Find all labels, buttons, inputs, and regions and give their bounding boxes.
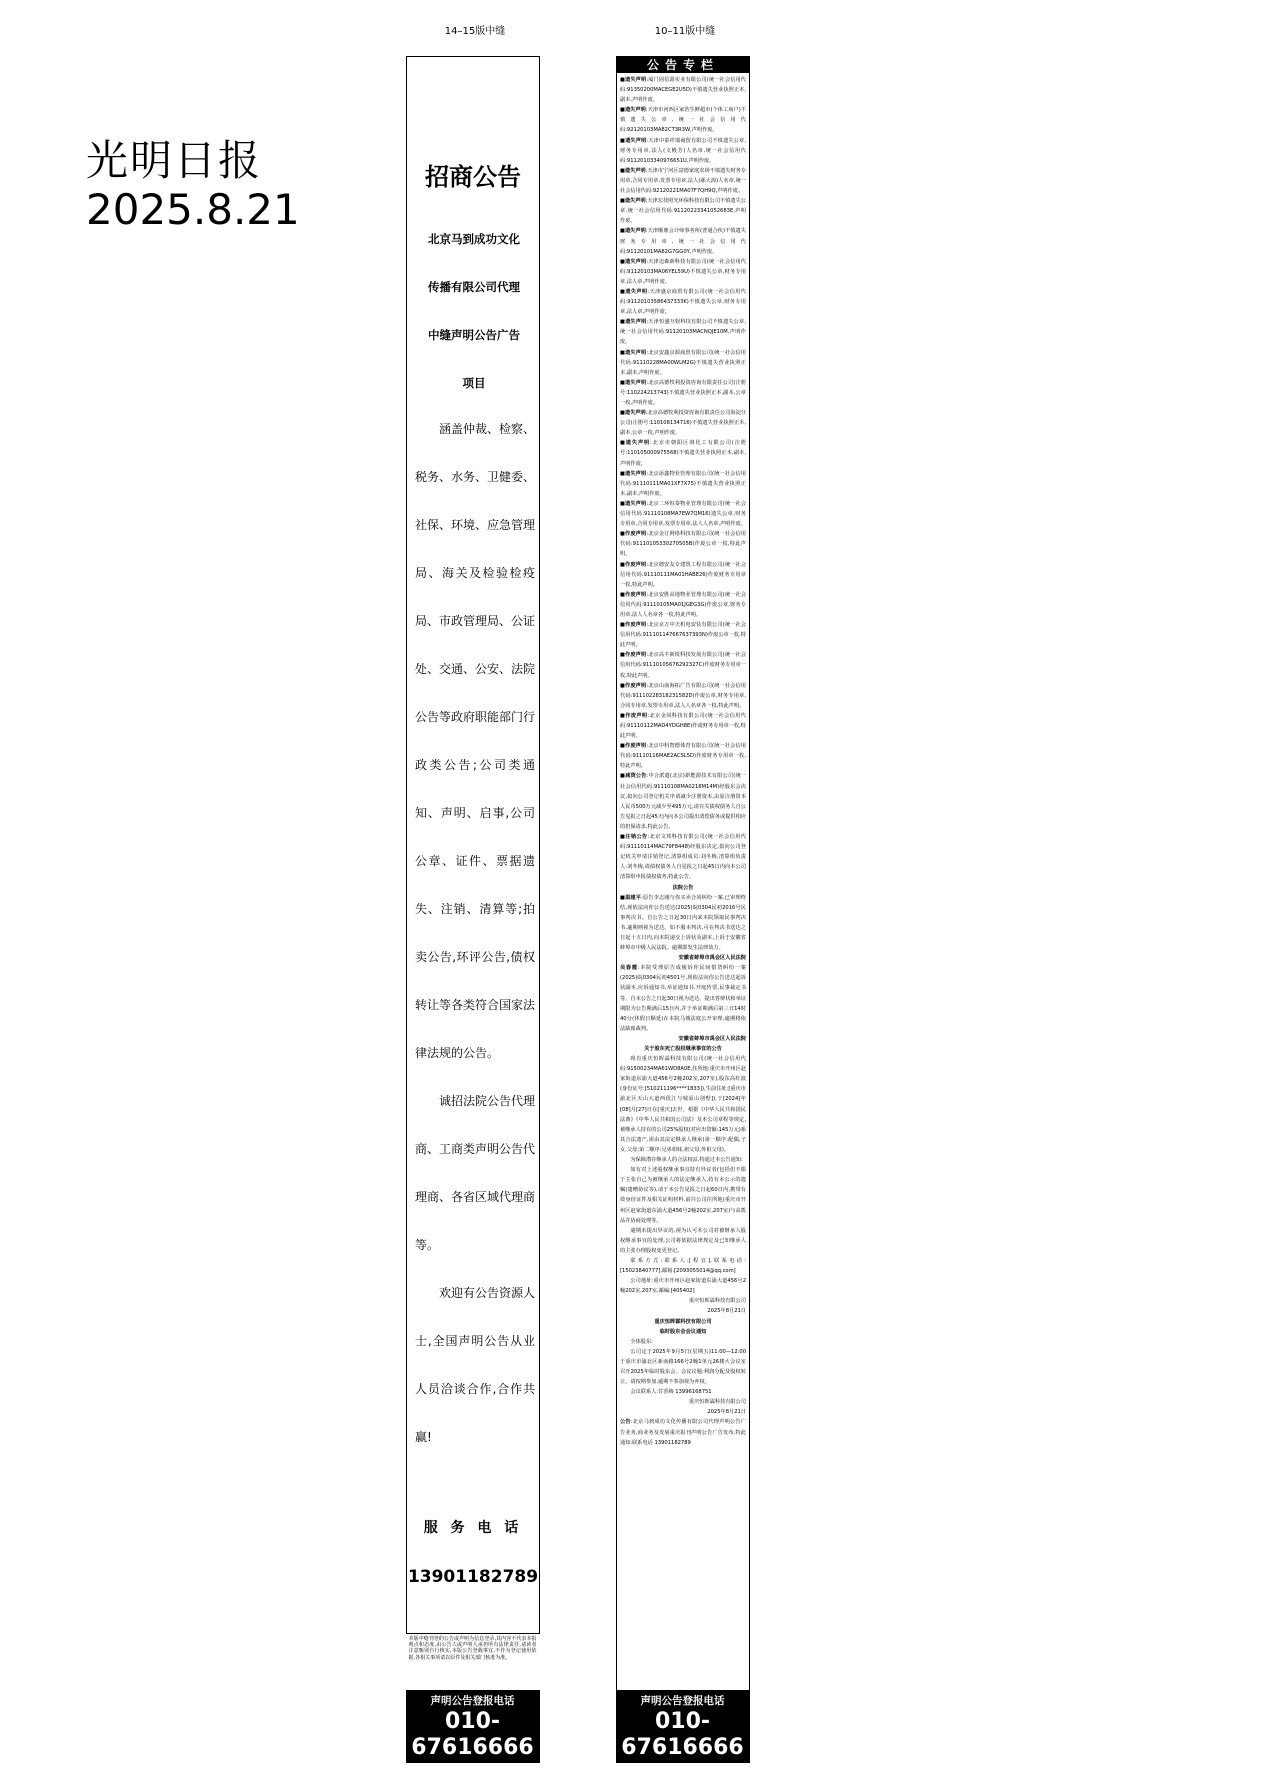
court-signature: 安徽省蚌埠市禹会区人民法院 [678, 1035, 746, 1042]
heir-paragraph: 联系方式:联系人:[程宜],联系电话:[15023840777],邮箱:[2093055014@qq.com] [620, 1257, 746, 1275]
notice-type: 注销公告 [625, 834, 648, 841]
column-footer [616, 1690, 750, 1763]
notice-text: 天津顺鼎会计师事务所(普通合伙)不慎遗失财务专用章,统一社会信用代码:91120101MA82G7GG0Y,声明作废。 [620, 228, 746, 255]
notice-type: 遗失声明 [625, 319, 647, 326]
masthead [86, 136, 300, 234]
hotline-number: 010-67616666 [411, 1708, 534, 1760]
notice-type: 遗失声明 [625, 379, 647, 386]
notice-item: ■作废声明:北京安胜高地物业管理有限公司(统一社会信用代码:91110105MA01JGEG3G)作废公章,财务专用章,法人人名章各一枚,特此声明。 [620, 591, 746, 618]
notice-type: 遗失声明 [624, 107, 646, 114]
paper-name: 光明日报 [86, 136, 263, 185]
company-line: 中缝声明公告广告 [428, 328, 520, 342]
notice-text: 北京山南海拓广告有限公司(统一社会信用代码:91110228318231582D)作废公章,财务专用章,合同专用章,发票专用章,法人人名章各一枚,特此声明。 [620, 682, 746, 709]
notice-type: 遗失声明 [624, 228, 646, 235]
meeting-subtitle: 临时股东会会议通知 [659, 1328, 707, 1335]
company-line: 项目 [462, 376, 486, 390]
notice-text: 天津盛京商贸有限公司(统一社会信用代码:91120103586437333K)不慎遗失公章,财务专用章,法人章,声明作废。 [620, 288, 746, 316]
notice-text: 北京高德牧利投资咨询有限责任公司(注册号:110224213743)不慎遗失营业执照正本,副本,公章一枚,声明作废。 [620, 379, 746, 406]
notice-type: 减资公告 [625, 773, 647, 780]
notice-type: 遗失声明 [625, 440, 651, 447]
notice-item: ■遗失声明:北京安鑫京源商贸有限公司(统一社会信用代码:91110228MA00WLM2G)不慎遗失营业执照正本,副本,声明作废。 [620, 349, 746, 376]
notice-item: ■作废声明:北京高丰新锐科技发展有限公司(统一社会信用代码:91110105676292327C)作废财务专用章一枚,特此声明。 [620, 652, 746, 679]
notice-text: 北京中科智德体育有限公司(统一社会信用代码:91110116MAE2ACSL5D)作废财务专用章一枚,特此声明。 [620, 743, 746, 770]
agent-paragraph: 诚招法院公告代理商、工商类声明公告代理商、各省区域代理商等。 [415, 1094, 536, 1252]
heir-paragraph: 现有重庆恒晖霖科技有限公司(统一社会信用代码:91500234MA61WD8A0E,住所地:重庆市开州区赵家街道东浦大道456号2幢202室,207室),股东高红波(身份证号:[510211196****1833]),生前住址:[重庆市渝北区天山大道西段江与城原山别墅]),于[2024]年[08]月[27]日在[重庆]去世。根据《中华人民共和国民法典》《中华人民共和国公司法》及本公司章程等规定,被继承人持有的公司25%股权(对应出资额:145万元)系其合法遗产,需由其法定继承人继承(第一顺序:配偶,子女,父母;第二顺序:兄弟姐妹,祖父母,外祖父母)。 [620, 1056, 746, 1153]
meeting-paragraph: 公司定于2025年9月5日(星期五)11:00—12:00于重庆市渝北区新南路166号2幢1单元26楼大会议室召开2025年临时股东会。会议议题:利润分配及股权转让。请按期参加,逾期不参加视为弃权。 [620, 1348, 746, 1386]
court-list [620, 893, 746, 954]
hotline-number: 010-67616666 [621, 1708, 744, 1760]
heir-paragraph: 如有对上述股权继承事宜持有异议者(包括但不限于主张自己为被继承人的法定继承人,持有本公示的遗嘱(遗赠协议等),请于本公告见报之日起60日内,携带有效身份证件及相关证明材料,前往公司住所地(重庆市开州区赵家街道东浦大道456号2幢202室,207室)与高凯品并协商处理等。 [620, 1167, 746, 1224]
notice-text: 天津市宁河区富德家庭农场不慎遗失财务专用章,合同专用章,发票专用章,法人(郝大海)人名章,统一社会信用代码:92120221MA07F7QH9Q,声明作废。 [620, 167, 746, 195]
disclaimer-text: 本版中缝刊登的公告或声明为信息登录,其内容不代表本报观点和态度,由公告人或声明人承担所有法律责任,请读者注意甄别自行核实,本版公告登载事宜,不作为登记使用依据,各相关事项请以原件及相关部门核准为准。 [406, 1633, 540, 1690]
notice-item: ■作废声明:北京中科智德体育有限公司(统一社会信用代码:91110116MAE2ACSL5D)作废财务专用章一枚,特此声明。 [620, 743, 746, 770]
notice-text: 天津恒盛互娱科技有限公司不慎遗失公章,统一社会信用代码:91120103MACNQJE10M,声明作废。 [620, 319, 746, 346]
notice-item: ■注销公告:北京文邦科技有限公司(统一社会信用代码:91110114MAC79F8448)经股东决定,拟向公司登记机关申请注销登记,清算组成员:刘冬梅,清算组负责人:刘冬梅,请债权债务人自见报之日起45日内向本公司清算组申报债权债务,特此公告。 [620, 834, 746, 881]
notice-text: 中合派遣(北京)新能源技术有限公司(统一社会信用代码:91110108MA0218M14M)经股东会决议,拟向公司登记机关申请减少注册资本,由原注册资本人民币500万元减少至495万元,请有关债权债务人自公告见报之日起45天内向本公司提出清偿债务或提供相应的担保请求,特此公告。 [620, 773, 746, 830]
court-notice: ■温建平:原告李志刚与你买卖合同纠纷一案,已审理终结,现依法向你公告送达(2025)皖0304民初2016号民事判决书。自公告之日起30日内来本院领取民事判决书,逾期则视为送达。如不服本判决,可在判决书送达之日起十五日内,向本院递交上诉状及副本,上诉于安徽省蚌埠市中级人民法院。逾期即发生法律效力。 [620, 894, 746, 952]
recruitment-column [406, 56, 540, 1762]
notice-type: 遗失声明 [624, 198, 646, 205]
notice-body [620, 75, 746, 1675]
notice-text: 北京安鑫京源商贸有限公司(统一社会信用代码:91110228MA00WLM2G)不慎遗失营业执照正本,副本,声明作废。 [620, 349, 746, 376]
hotline-label: 声明公告登报电话 [640, 1694, 725, 1707]
notice-item: ■遗失声明:天津盛京商贸有限公司(统一社会信用代码:91120103586437333K)不慎遗失公章,财务专用章,法人章,声明作废。 [620, 288, 746, 316]
notice-item: ■作废声明:北京德安友专建筑工程有限公司(统一社会信用代码:91110111MA01HABE26)作废财务专用章一枚,特此声明。 [620, 561, 746, 588]
notice-text: 北京添鑫物业管理有限公司(统一社会信用代码:91110111MA01XF7X75)不慎遗失营业执照正本,副本,声明作废。 [620, 470, 746, 497]
notice-text: 北京高德牧利投资咨询有限责任公司海淀分公司(注册号:110108134716)不慎遗失营业执照正本,副本,公章一枚,声明作废。 [620, 410, 746, 437]
notice-item: ■遗失声明:天津宏技照光环保科技有限公司不慎遗失公章,统一社会信用代码:91120223341052683E,声明作废。 [620, 198, 746, 225]
notice-type: 作废声明 [625, 712, 648, 719]
notice-text: 厦门固信源实业有限公司(统一社会信用代码:91350200MACEGE2U5D)不慎遗失营业执照正本,副本,声明作废。 [620, 77, 746, 104]
scope-paragraph: 涵盖仲裁、检察、税务、水务、卫健委、社保、环境、应急管理局、海关及检验检疫局、市政管理局、公证处、交通、公安、法院公告等政府职能部门行政类公告;公司类通知、声明、启事,公司公章、证件、票据遗失、注销、清算等;拍卖公告,环评公告,债权转让等各类符合国家法律法规的公告。 [415, 422, 536, 1060]
hotline-label: 声明公告登报电话 [430, 1694, 515, 1707]
notice-item: ■遗失声明:天津市宁河区富德家庭农场不慎遗失财务专用章,合同专用章,发票专用章,法人(郝大海)人名章,统一社会信用代码:92120221MA07F7QH9Q,声明作废。 [620, 167, 746, 195]
notice-text: 北京二环恒泰物业管理有限公司(统一社会信用代码:91110108MA7EW7QM16)遗失公章,财务专用章,合同专用章,发票专用章,法人人名章,声明作废。 [620, 500, 746, 528]
notice-text: 北京德安友专建筑工程有限公司(统一社会信用代码:91110111MA01HABE26)作废财务专用章一枚,特此声明。 [620, 561, 746, 588]
service-phone: 13901182789 [407, 1567, 539, 1587]
notice-item: ■作废声明:北京山南海拓广告有限公司(统一社会信用代码:91110228318231582D)作废公章,财务专用章,合同专用章,发票专用章,法人人名章各一枚,特此声明。 [620, 682, 746, 709]
notice-item: ■遗失声明:厦门固信源实业有限公司(统一社会信用代码:91350200MACEGE2U5D)不慎遗失营业执照正本,副本,声明作废。 [620, 77, 746, 104]
notice-item: ■作废声明:北京金凤科技有限公司(统一社会信用代码:91110112MAD4YDGH8E)作废财务专用章一枚,特此声明。 [620, 712, 746, 740]
column-footer [406, 1633, 540, 1763]
heir-paragraph: 逾期未提出异议的,视为认可本公司对被继承人股权继承事宜的处理,公司将依据法律规定及已知继承人的主张办理股权变更登记。 [620, 1227, 746, 1254]
left-gutter-label: 14–15版中缝 [444, 26, 506, 37]
notice-item: ■作废声明:北京金订网络科技有限公司(统一社会信用代码:91110105330270505B)作废公章一枚,特此声明。 [620, 531, 746, 558]
cooperation-paragraph: 欢迎有公告资源人士,全国声明公告从业人员洽谈合作,合作共赢! [415, 1286, 536, 1444]
notice-type: 作废声明 [625, 531, 647, 538]
notice-type: 作废声明 [625, 743, 647, 750]
notice-text: 北京安胜高地物业管理有限公司(统一社会信用代码:91110105MA01JGEG3G)作废公章,财务专用章,法人人名章各一枚,特此声明。 [620, 591, 746, 618]
company-line: 北京马到成功文化 [428, 232, 520, 246]
heir-paragraph: 为保障潜在继承人的合法权益,特通过本公告通知: [630, 1157, 743, 1164]
notice-type: 作废声明 [625, 622, 647, 629]
notice-type: 遗失声明 [625, 349, 647, 356]
notice-type: 遗失声明 [625, 470, 647, 477]
notice-type: 作废声明 [625, 591, 647, 598]
notice-item: ■遗失声明:北京高德牧利投资咨询有限责任公司(注册号:110224213743)不慎遗失营业执照正本,副本,公章一枚,声明作废。 [620, 379, 746, 406]
notice-item: ■遗失声明:北京二环恒泰物业管理有限公司(统一社会信用代码:91110108MA7EW7QM16)遗失公章,财务专用章,合同专用章,发票专用章,法人人名章,声明作废。 [620, 500, 746, 528]
heir-signature-company: 重庆恒晖霖科技有限公司 [688, 1298, 746, 1305]
final-notice: 公告:北京马到成功文化传播有限公司代理声明公告广告业务,商业务及发展重庆报刊声明公告广告发布,特此通知:联系电话 13901182789 [620, 1419, 746, 1446]
notice-text: 天津市河西区家浩生鲜超市(个体工商户)不慎遗失公章,统一社会信用代码:92120103MA82CT3R3W,声明作废。 [620, 107, 746, 134]
recruitment-body [415, 405, 535, 1461]
notice-text: 天津宏技照光环保科技有限公司不慎遗失公章,统一社会信用代码:91120223341052683E,声明作废。 [620, 198, 746, 225]
notice-type: 吴春霞 [620, 965, 638, 972]
company-heading [411, 215, 537, 407]
notice-item: ■遗失声明:北京市朝阳区润化工有限公司(注册号:110105000975568)不慎遗失营业执照正本,副本,声明作废。 [620, 440, 746, 467]
meeting-signature-date: 2025年8月21日 [707, 1409, 746, 1416]
notice-type: 作废声明 [625, 561, 647, 568]
company-line: 传播有限公司代理 [428, 280, 520, 294]
notice-item: ■遗失声明:天津市河西区家浩生鲜超市(个体工商户)不慎遗失公章,统一社会信用代码:92120103MA82CT3R3W,声明作废。 [620, 107, 746, 134]
notice-type: 作废声明 [625, 652, 647, 659]
heir-notice-body [620, 1054, 746, 1296]
notice-type: 遗失声明 [625, 77, 647, 83]
heir-paragraph: 公司地址:重庆市开州区赵家街道东浦大道456号2幢202室,207室,邮编:[405402] [620, 1278, 746, 1295]
notice-item: ■遗失声明:北京添鑫物业管理有限公司(统一社会信用代码:91110111MA01XF7X75)不慎遗失营业执照正本,副本,声明作废。 [620, 470, 746, 497]
notice-text: 北京京万中天机电安装有限公司(统一社会信用代码:911101147667637393N)作废公章一枚,特此声明。 [620, 622, 746, 649]
notice-text: 天津中泰祥瑞商贸有限公司不慎遗失公章,财务专用章,法人(文殿芳)人名章,统一社会信用代码:91120103340976651U,声明作废。 [620, 137, 746, 164]
notice-column-header: 公告专栏 [617, 57, 749, 73]
notice-type: 遗失声明 [625, 500, 647, 507]
heir-signature-date: 2025年8月21日 [707, 1308, 746, 1315]
notice-item: ■遗失声明:北京高德牧利投资咨询有限责任公司海淀分公司(注册号:110108134716)不慎遗失营业执照正本,副本,公章一枚,声明作废。 [620, 410, 746, 437]
notice-item: ■遗失声明:天津中泰祥瑞商贸有限公司不慎遗失公章,财务专用章,法人(文殿芳)人名章,统一社会信用代码:91120103340976651U,声明作废。 [620, 137, 746, 164]
notice-text: 北京金凤科技有限公司(统一社会信用代码:91110112MAD4YDGH8E)作废财务专用章一枚,特此声明。 [620, 712, 746, 740]
notice-text: 原告李志刚与你买卖合同纠纷一案,已审理终结,现依法向你公告送达(2025)皖0304民初2016号民事判决书。自公告之日起30日内来本院领取民事判决书,逾期则视为送达。如不服本判决,可在判决书送达之日起十五日内,向本院递交上诉状及副本,上诉于安徽省蚌埠市中级人民法院。逾期即发生法律效力。 [620, 894, 746, 952]
issue-date: 2025.8.21 [86, 185, 300, 234]
recruitment-title: 招商公告 [425, 163, 521, 191]
meeting-title: 重庆恒晖霖科技有限公司 [654, 1318, 712, 1325]
notice-item: ■遗失声明:天津恒盛互娱科技有限公司不慎遗失公章,统一社会信用代码:91120103MACNQJE10M,声明作废。 [620, 319, 746, 346]
meeting-body [620, 1337, 746, 1398]
notice-text: 北京高丰新锐科技发展有限公司(统一社会信用代码:91110105676292327C)作废财务专用章一枚,特此声明。 [620, 652, 746, 679]
service-label: 服 务 电 话 [423, 1520, 523, 1536]
court-notice: 吴春霞:本院受理原告成俊诉你民间借贷纠纷一案(2025)皖0304民初4501号,现依法向你公告送达起诉状副本,应诉通知书,举证通知书,开庭传票,民事裁定书等。自本公告之日起30日视为送达。提出答辩状和举证期限为公告期满后15日内,并于举证期满后第三日14时40分(休假日顺延)在本院马城法庭公开审理,逾期将依法缺席裁判。 [620, 965, 746, 1032]
notice-text: 北京马到成功文化传播有限公司代理声明公告广告业务,商业务及发展重庆报刊声明公告广告发布,特此通知:联系电话 13901182789 [620, 1419, 746, 1446]
heir-notice-title: 关于股东死亡股权继承事宜的公告 [644, 1046, 722, 1052]
notice-type: 遗失声明 [624, 167, 646, 174]
notice-column [616, 56, 750, 1762]
notice-type: 温建平 [625, 894, 642, 901]
meeting-paragraph: 全体股东: [630, 1338, 653, 1345]
notice-text: 北京金订网络科技有限公司(统一社会信用代码:91110105330270505B)作废公章一枚,特此声明。 [620, 531, 746, 558]
notice-type: 遗失声明 [625, 288, 648, 295]
notice-item: ■遗失声明:天津迈森新科技有限公司(统一社会信用代码:91120103MA06YEL59U)不慎遗失公章,财务专用章,法人章,声明作废。 [620, 258, 746, 285]
notice-text: 北京文邦科技有限公司(统一社会信用代码:91110114MAC79F8448)经股东决定,拟向公司登记机关申请注销登记,清算组成员:刘冬梅,清算组负责人:刘冬梅,请债权债务人自见报之日起45日内向本公司清算组申报债权债务,特此公告。 [620, 834, 746, 881]
notice-type: 作废声明 [625, 682, 647, 689]
right-gutter-label: 10–11版中缝 [654, 26, 716, 37]
court-section-title: 法院公告 [672, 884, 694, 891]
notice-type: 公告 [620, 1419, 631, 1426]
court-signature: 安徽省蚌埠市禹会区人民法院 [678, 955, 746, 962]
notice-list [620, 75, 746, 883]
notice-type: 遗失声明 [625, 258, 647, 265]
notice-item: ■作废声明:北京京万中天机电安装有限公司(统一社会信用代码:911101147667637393N)作废公章一枚,特此声明。 [620, 622, 746, 649]
meeting-signature-company: 重庆恒晖霖科技有限公司 [688, 1399, 746, 1406]
notice-text: 本院受理原告成俊诉你民间借贷纠纷一案(2025)皖0304民初4501号,现依法向你公告送达起诉状副本,应诉通知书,举证通知书,开庭传票,民事裁定书等。自本公告之日起30日视为送达。提出答辩状和举证期限为公告期满后15日内,并于举证期满后第三日14时40分(休假日顺延)在本院马城法庭公开审理,逾期将依法缺席裁判。 [620, 965, 746, 1032]
notice-item: ■遗失声明:天津顺鼎会计师事务所(普通合伙)不慎遗失财务专用章,统一社会信用代码:91120101MA82G7GG0Y,声明作废。 [620, 228, 746, 255]
notice-text: 天津迈森新科技有限公司(统一社会信用代码:91120103MA06YEL59U)不慎遗失公章,财务专用章,法人章,声明作废。 [620, 258, 746, 285]
notice-type: 遗失声明 [624, 410, 646, 417]
notice-type: 遗失声明 [625, 137, 647, 144]
notice-item: ■减资公告:中合派遣(北京)新能源技术有限公司(统一社会信用代码:91110108MA0218M14M)经股东会决议,拟向公司登记机关申请减少注册资本,由原注册资本人民币500万元减少至495万元,请有关债权债务人自公告见报之日起45天内向本公司提出清偿债务或提供相应的担保请求,特此公告。 [620, 773, 746, 830]
meeting-paragraph: 会议联系人:甘香梅 13996168751 [630, 1389, 712, 1396]
notice-text: 北京市朝阳区润化工有限公司(注册号:110105000975568)不慎遗失营业执照正本,副本,声明作废。 [620, 440, 746, 467]
